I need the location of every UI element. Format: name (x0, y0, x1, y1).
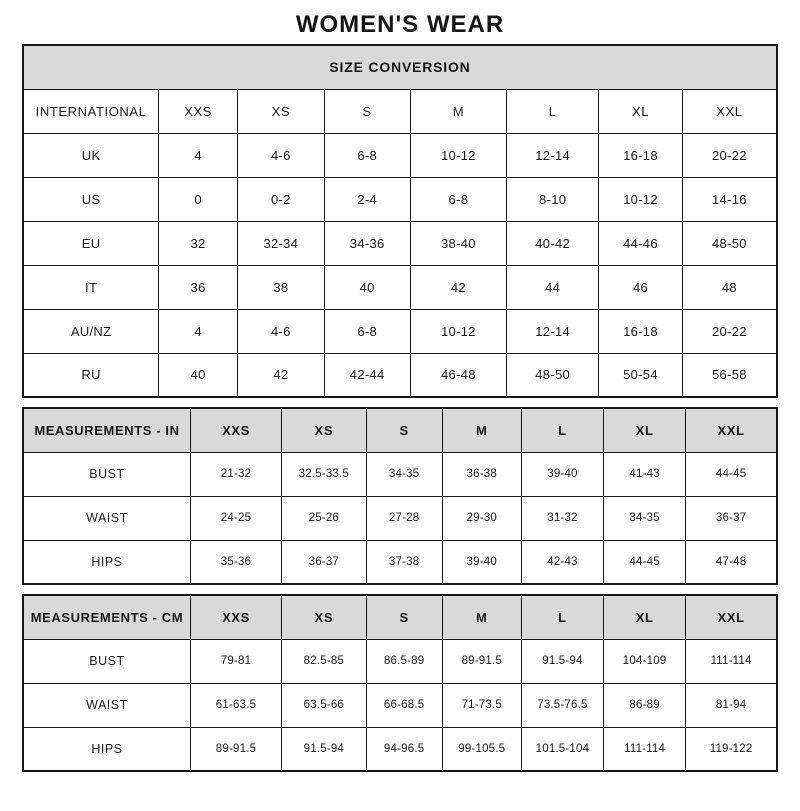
size-value: 8-10 (507, 177, 599, 221)
table-row (23, 540, 777, 584)
size-conversion-table (22, 44, 778, 398)
size-value: 71-73.5 (442, 683, 521, 727)
size-value: 44-46 (599, 221, 683, 265)
size-value: 42-43 (521, 540, 603, 584)
column-header-size: S (324, 89, 410, 133)
size-value: 2-4 (324, 177, 410, 221)
column-header-label: MEASUREMENTS - IN (23, 408, 190, 452)
column-header-label: MEASUREMENTS - CM (23, 595, 190, 639)
size-value: 79-81 (190, 639, 281, 683)
column-header-size: M (442, 408, 521, 452)
size-value: 14-16 (682, 177, 777, 221)
size-value: 6-8 (324, 133, 410, 177)
size-chart-page (0, 11, 800, 811)
size-value: 44 (507, 265, 599, 309)
size-value: 39-40 (442, 540, 521, 584)
size-value: 38 (238, 265, 325, 309)
row-label: IT (23, 265, 159, 309)
size-value: 32-34 (238, 221, 325, 265)
size-value: 40 (324, 265, 410, 309)
size-value: 91.5-94 (282, 727, 366, 771)
size-value: 32 (159, 221, 238, 265)
size-value: 41-43 (604, 452, 686, 496)
row-label: HIPS (23, 540, 190, 584)
size-value: 73.5-76.5 (521, 683, 603, 727)
size-value: 35-36 (190, 540, 281, 584)
size-value: 42-44 (324, 353, 410, 397)
table-row (23, 177, 777, 221)
size-value: 4 (159, 309, 238, 353)
size-value: 37-38 (366, 540, 442, 584)
column-header-row (23, 408, 777, 452)
table-row (23, 452, 777, 496)
column-header-row (23, 595, 777, 639)
size-value: 48-50 (682, 221, 777, 265)
size-value: 39-40 (521, 452, 603, 496)
size-value: 36 (159, 265, 238, 309)
size-value: 32.5-33.5 (282, 452, 366, 496)
size-value: 99-105.5 (442, 727, 521, 771)
size-value: 101.5-104 (521, 727, 603, 771)
size-value: 38-40 (410, 221, 507, 265)
size-value: 20-22 (682, 133, 777, 177)
column-header-size: XL (599, 89, 683, 133)
column-header-size: M (442, 595, 521, 639)
size-value: 42 (238, 353, 325, 397)
size-value: 48-50 (507, 353, 599, 397)
size-value: 6-8 (324, 309, 410, 353)
size-value: 31-32 (521, 496, 603, 540)
size-value: 89-91.5 (442, 639, 521, 683)
size-value: 89-91.5 (190, 727, 281, 771)
size-value: 40 (159, 353, 238, 397)
page-title: WOMEN'S WEAR (295, 11, 505, 38)
size-value: 86-89 (604, 683, 686, 727)
column-header-size: XXL (686, 595, 777, 639)
size-value: 40-42 (507, 221, 599, 265)
table-row (23, 221, 777, 265)
size-value: 81-94 (686, 683, 777, 727)
table-row (23, 353, 777, 397)
size-value: 12-14 (507, 133, 599, 177)
row-label: BUST (23, 452, 190, 496)
column-header-size: XXL (682, 89, 777, 133)
column-header-size: XL (604, 595, 686, 639)
column-header-size: XXL (686, 408, 777, 452)
row-label: WAIST (23, 683, 190, 727)
table-row (23, 133, 777, 177)
size-value: 36-38 (442, 452, 521, 496)
size-value: 34-35 (366, 452, 442, 496)
column-header-size: XS (282, 595, 366, 639)
row-label: HIPS (23, 727, 190, 771)
size-value: 44-45 (686, 452, 777, 496)
table-row (23, 727, 777, 771)
size-value: 66-68.5 (366, 683, 442, 727)
table-row (23, 309, 777, 353)
size-value: 47-48 (686, 540, 777, 584)
size-value: 34-35 (604, 496, 686, 540)
size-value: 119-122 (686, 727, 777, 771)
column-header-size: XS (238, 89, 325, 133)
size-value: 86.5-89 (366, 639, 442, 683)
column-header-size: XXS (190, 595, 281, 639)
column-header-size: M (410, 89, 507, 133)
size-value: 20-22 (682, 309, 777, 353)
table-row (23, 265, 777, 309)
table-row (23, 683, 777, 727)
size-value: 0-2 (238, 177, 325, 221)
column-header-row (23, 89, 777, 133)
size-conversion-banner: SIZE CONVERSION (23, 45, 777, 89)
column-header-size: S (366, 595, 442, 639)
size-value: 63.5-66 (282, 683, 366, 727)
size-value: 10-12 (410, 309, 507, 353)
row-label: UK (23, 133, 159, 177)
size-value: 27-28 (366, 496, 442, 540)
column-header-size: XL (604, 408, 686, 452)
banner-row (23, 45, 777, 89)
row-label: BUST (23, 639, 190, 683)
row-label: AU/NZ (23, 309, 159, 353)
size-value: 48 (682, 265, 777, 309)
table-row (23, 639, 777, 683)
size-value: 0 (159, 177, 238, 221)
size-value: 4-6 (238, 309, 325, 353)
size-value: 94-96.5 (366, 727, 442, 771)
column-header-size: S (366, 408, 442, 452)
table-row (23, 496, 777, 540)
size-value: 46-48 (410, 353, 507, 397)
measurements-cm-table (22, 594, 778, 772)
size-value: 10-12 (410, 133, 507, 177)
row-label: EU (23, 221, 159, 265)
column-header-size: XS (282, 408, 366, 452)
column-header-size: L (521, 408, 603, 452)
size-value: 111-114 (686, 639, 777, 683)
size-value: 4 (159, 133, 238, 177)
row-label: WAIST (23, 496, 190, 540)
size-value: 34-36 (324, 221, 410, 265)
measurements-in-table (22, 407, 778, 585)
size-value: 16-18 (599, 133, 683, 177)
size-value: 29-30 (442, 496, 521, 540)
size-value: 82.5-85 (282, 639, 366, 683)
column-header-label: INTERNATIONAL (23, 89, 159, 133)
size-value: 61-63.5 (190, 683, 281, 727)
size-value: 16-18 (599, 309, 683, 353)
size-value: 25-26 (282, 496, 366, 540)
row-label: US (23, 177, 159, 221)
size-value: 42 (410, 265, 507, 309)
column-header-size: L (521, 595, 603, 639)
size-value: 91.5-94 (521, 639, 603, 683)
size-value: 44-45 (604, 540, 686, 584)
size-value: 104-109 (604, 639, 686, 683)
column-header-size: XXS (159, 89, 238, 133)
size-value: 50-54 (599, 353, 683, 397)
size-value: 10-12 (599, 177, 683, 221)
size-value: 12-14 (507, 309, 599, 353)
size-value: 6-8 (410, 177, 507, 221)
size-value: 36-37 (686, 496, 777, 540)
size-value: 56-58 (682, 353, 777, 397)
column-header-size: L (507, 89, 599, 133)
size-value: 4-6 (238, 133, 325, 177)
size-value: 21-32 (190, 452, 281, 496)
row-label: RU (23, 353, 159, 397)
size-value: 36-37 (282, 540, 366, 584)
column-header-size: XXS (190, 408, 281, 452)
size-value: 111-114 (604, 727, 686, 771)
size-value: 24-25 (190, 496, 281, 540)
size-value: 46 (599, 265, 683, 309)
